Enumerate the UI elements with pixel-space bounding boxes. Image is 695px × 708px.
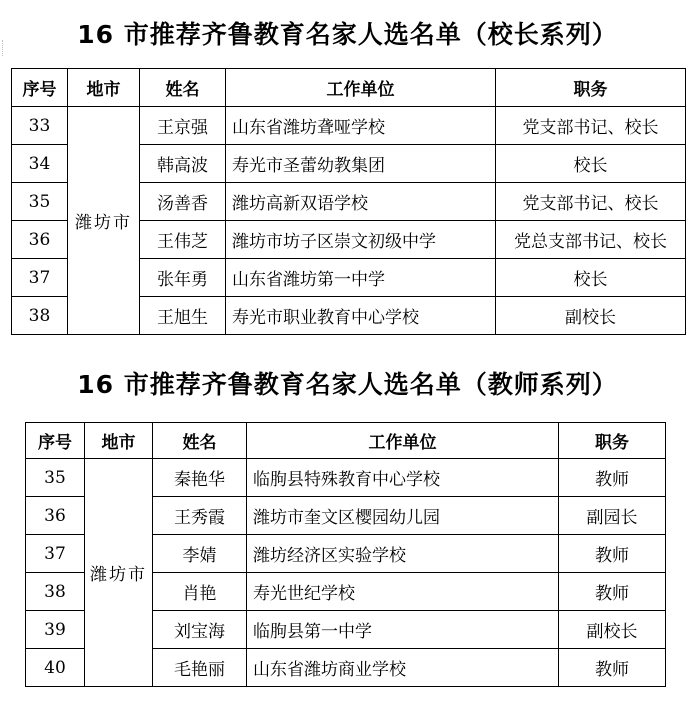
row-no: 40: [26, 649, 85, 687]
row-no: 38: [12, 297, 68, 335]
city-cell: 潍坊市: [68, 107, 140, 335]
header-position: 职务: [559, 423, 666, 459]
table-row: [26, 459, 666, 497]
row-unit: 潍坊市坊子区崇文初级中学: [226, 221, 496, 259]
row-no: 37: [26, 535, 85, 573]
row-no: 35: [26, 459, 85, 497]
row-name: 肖艳: [153, 573, 247, 611]
row-name: 王旭生: [140, 297, 226, 335]
teacher-list-table: [25, 422, 666, 687]
row-position: 党总支部书记、校长: [496, 221, 686, 259]
row-position: 党支部书记、校长: [496, 107, 686, 145]
row-position: 教师: [559, 535, 666, 573]
row-unit: 临朐县特殊教育中心学校: [247, 459, 559, 497]
row-name: 汤善香: [140, 183, 226, 221]
row-position: 副园长: [559, 497, 666, 535]
row-name: 王秀霞: [153, 497, 247, 535]
row-no: 35: [12, 183, 68, 221]
row-position: 副校长: [559, 611, 666, 649]
row-name: 秦艳华: [153, 459, 247, 497]
row-position: 教师: [559, 649, 666, 687]
row-no: 37: [12, 259, 68, 297]
header-no: 序号: [26, 423, 85, 459]
row-unit: 山东省潍坊第一中学: [226, 259, 496, 297]
row-unit: 山东省潍坊聋哑学校: [226, 107, 496, 145]
row-no: 33: [12, 107, 68, 145]
teacher-list-title: 16 市推荐齐鲁教育名家人选名单（教师系列）: [77, 370, 618, 399]
row-position: 教师: [559, 573, 666, 611]
header-unit: 工作单位: [226, 69, 496, 107]
row-position: 教师: [559, 459, 666, 497]
city-cell: 潍坊市: [85, 459, 153, 687]
principal-list-title: 16 市推荐齐鲁教育名家人选名单（校长系列）: [77, 20, 618, 49]
principal-list-table: [11, 68, 686, 335]
row-position: 校长: [496, 145, 686, 183]
header-position: 职务: [496, 69, 686, 107]
row-name: 刘宝海: [153, 611, 247, 649]
row-unit: 潍坊高新双语学校: [226, 183, 496, 221]
row-position: 党支部书记、校长: [496, 183, 686, 221]
table-header-row: [12, 69, 686, 107]
row-name: 张年勇: [140, 259, 226, 297]
header-name: 姓名: [153, 423, 247, 459]
row-no: 38: [26, 573, 85, 611]
row-name: 李婧: [153, 535, 247, 573]
header-unit: 工作单位: [247, 423, 559, 459]
header-city: 地市: [85, 423, 153, 459]
row-unit: 潍坊经济区实验学校: [247, 535, 559, 573]
row-unit: 寿光市圣蕾幼教集团: [226, 145, 496, 183]
row-position: 校长: [496, 259, 686, 297]
table-header-row: [26, 423, 666, 459]
row-name: 韩高波: [140, 145, 226, 183]
row-unit: 山东省潍坊商业学校: [247, 649, 559, 687]
table-row: [12, 107, 686, 145]
header-no: 序号: [12, 69, 68, 107]
row-unit: 寿光世纪学校: [247, 573, 559, 611]
row-name: 王京强: [140, 107, 226, 145]
row-no: 36: [12, 221, 68, 259]
row-position: 副校长: [496, 297, 686, 335]
row-no: 36: [26, 497, 85, 535]
row-unit: 寿光市职业教育中心学校: [226, 297, 496, 335]
row-no: 34: [12, 145, 68, 183]
row-no: 39: [26, 611, 85, 649]
header-name: 姓名: [140, 69, 226, 107]
row-name: 毛艳丽: [153, 649, 247, 687]
header-city: 地市: [68, 69, 140, 107]
row-name: 王伟芝: [140, 221, 226, 259]
row-unit: 潍坊市奎文区樱园幼儿园: [247, 497, 559, 535]
row-unit: 临朐县第一中学: [247, 611, 559, 649]
